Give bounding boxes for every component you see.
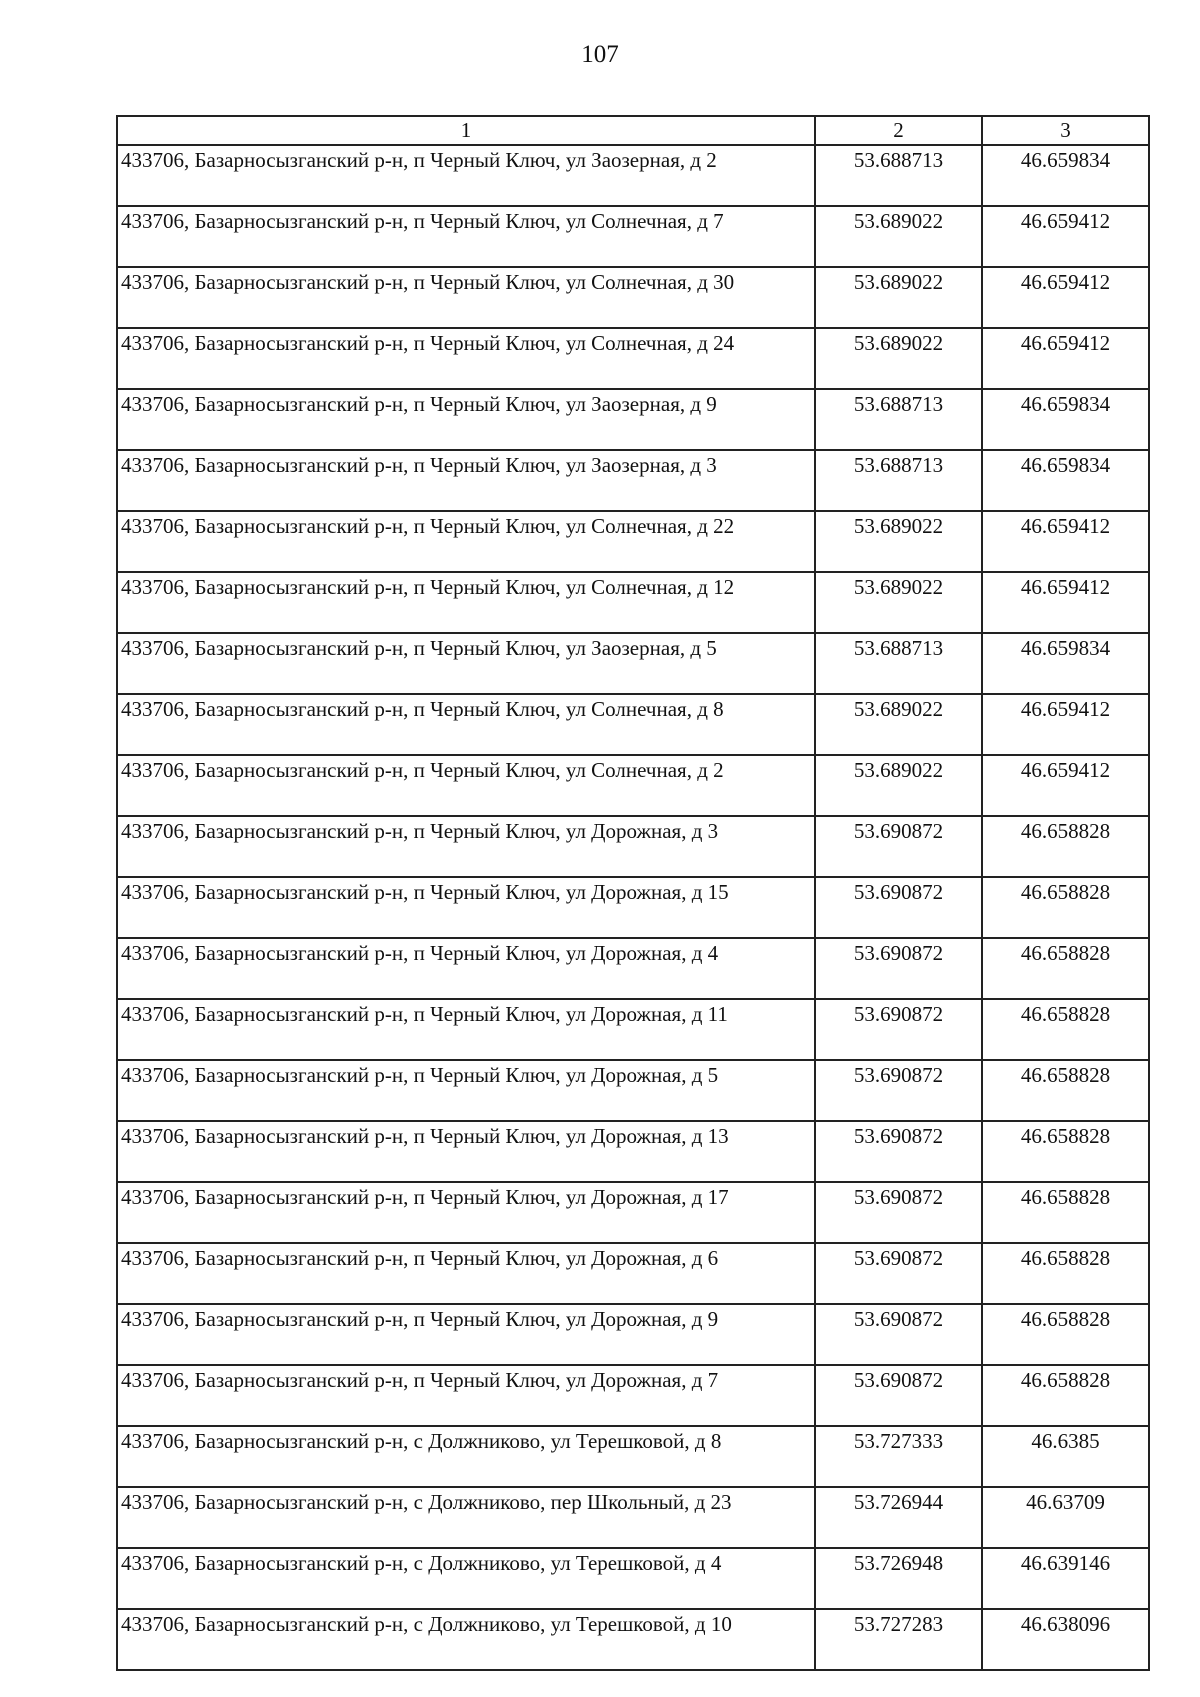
address-cell: 433706, Базарносызганский р-н, п Черный Ключ, ул Солнечная, д 7 (117, 206, 815, 267)
longitude-cell: 46.659834 (982, 633, 1149, 694)
address-cell: 433706, Базарносызганский р-н, п Черный Ключ, ул Заозерная, д 5 (117, 633, 815, 694)
address-cell: 433706, Базарносызганский р-н, п Черный Ключ, ул Солнечная, д 8 (117, 694, 815, 755)
latitude-cell: 53.690872 (815, 1304, 982, 1365)
longitude-cell: 46.658828 (982, 1243, 1149, 1304)
table-row (117, 1060, 1149, 1121)
longitude-cell: 46.658828 (982, 877, 1149, 938)
latitude-cell: 53.688713 (815, 145, 982, 206)
address-cell: 433706, Базарносызганский р-н, с Должниково, ул Терешковой, д 8 (117, 1426, 815, 1487)
longitude-cell: 46.658828 (982, 1365, 1149, 1426)
table-row (117, 1609, 1149, 1670)
latitude-cell: 53.690872 (815, 1060, 982, 1121)
table-row (117, 1548, 1149, 1609)
address-cell: 433706, Базарносызганский р-н, п Черный Ключ, ул Солнечная, д 30 (117, 267, 815, 328)
column-header-3: 3 (982, 116, 1149, 145)
table-row (117, 1487, 1149, 1548)
address-cell: 433706, Базарносызганский р-н, п Черный Ключ, ул Солнечная, д 12 (117, 572, 815, 633)
address-cell: 433706, Базарносызганский р-н, с Должниково, пер Школьный, д 23 (117, 1487, 815, 1548)
longitude-cell: 46.659834 (982, 389, 1149, 450)
latitude-cell: 53.689022 (815, 755, 982, 816)
column-header-1: 1 (117, 116, 815, 145)
table-header-row (117, 116, 1149, 145)
table-row (117, 450, 1149, 511)
address-cell: 433706, Базарносызганский р-н, п Черный Ключ, ул Дорожная, д 17 (117, 1182, 815, 1243)
table-row (117, 206, 1149, 267)
address-cell: 433706, Базарносызганский р-н, п Черный Ключ, ул Солнечная, д 24 (117, 328, 815, 389)
table-row (117, 816, 1149, 877)
longitude-cell: 46.6385 (982, 1426, 1149, 1487)
longitude-cell: 46.63709 (982, 1487, 1149, 1548)
latitude-cell: 53.690872 (815, 816, 982, 877)
latitude-cell: 53.689022 (815, 206, 982, 267)
longitude-cell: 46.658828 (982, 938, 1149, 999)
latitude-cell: 53.689022 (815, 328, 982, 389)
table-row (117, 755, 1149, 816)
longitude-cell: 46.658828 (982, 1182, 1149, 1243)
table-row (117, 633, 1149, 694)
latitude-cell: 53.690872 (815, 1121, 982, 1182)
table-row (117, 877, 1149, 938)
latitude-cell: 53.689022 (815, 694, 982, 755)
address-cell: 433706, Базарносызганский р-н, с Должниково, ул Терешковой, д 4 (117, 1548, 815, 1609)
latitude-cell: 53.690872 (815, 877, 982, 938)
table-row (117, 572, 1149, 633)
address-cell: 433706, Базарносызганский р-н, п Черный Ключ, ул Дорожная, д 5 (117, 1060, 815, 1121)
longitude-cell: 46.658828 (982, 1060, 1149, 1121)
table-row (117, 694, 1149, 755)
table-row (117, 1304, 1149, 1365)
table-row (117, 938, 1149, 999)
latitude-cell: 53.690872 (815, 1243, 982, 1304)
table-header (117, 116, 1149, 145)
address-cell: 433706, Базарносызганский р-н, с Должниково, ул Терешковой, д 10 (117, 1609, 815, 1670)
longitude-cell: 46.659412 (982, 267, 1149, 328)
table-row (117, 389, 1149, 450)
column-header-2: 2 (815, 116, 982, 145)
longitude-cell: 46.659412 (982, 511, 1149, 572)
longitude-cell: 46.658828 (982, 999, 1149, 1060)
latitude-cell: 53.689022 (815, 267, 982, 328)
longitude-cell: 46.658828 (982, 1304, 1149, 1365)
latitude-cell: 53.690872 (815, 999, 982, 1060)
latitude-cell: 53.690872 (815, 1365, 982, 1426)
latitude-cell: 53.690872 (815, 1182, 982, 1243)
latitude-cell: 53.689022 (815, 572, 982, 633)
table-row (117, 1182, 1149, 1243)
address-coordinates-table (116, 115, 1150, 1671)
table-row (117, 999, 1149, 1060)
address-cell: 433706, Базарносызганский р-н, п Черный Ключ, ул Солнечная, д 2 (117, 755, 815, 816)
longitude-cell: 46.659412 (982, 572, 1149, 633)
latitude-cell: 53.689022 (815, 511, 982, 572)
address-cell: 433706, Базарносызганский р-н, п Черный Ключ, ул Дорожная, д 3 (117, 816, 815, 877)
table-row (117, 511, 1149, 572)
table-row (117, 1121, 1149, 1182)
address-cell: 433706, Базарносызганский р-н, п Черный Ключ, ул Заозерная, д 3 (117, 450, 815, 511)
table-body (117, 145, 1149, 1670)
longitude-cell: 46.659412 (982, 694, 1149, 755)
table-row (117, 267, 1149, 328)
address-cell: 433706, Базарносызганский р-н, п Черный Ключ, ул Дорожная, д 6 (117, 1243, 815, 1304)
table-row (117, 1243, 1149, 1304)
address-cell: 433706, Базарносызганский р-н, п Черный Ключ, ул Заозерная, д 9 (117, 389, 815, 450)
latitude-cell: 53.688713 (815, 389, 982, 450)
latitude-cell: 53.727333 (815, 1426, 982, 1487)
table-row (117, 145, 1149, 206)
longitude-cell: 46.659834 (982, 450, 1149, 511)
table-row (117, 328, 1149, 389)
address-cell: 433706, Базарносызганский р-н, п Черный Ключ, ул Дорожная, д 9 (117, 1304, 815, 1365)
table-row (117, 1426, 1149, 1487)
address-cell: 433706, Базарносызганский р-н, п Черный Ключ, ул Дорожная, д 13 (117, 1121, 815, 1182)
address-cell: 433706, Базарносызганский р-н, п Черный Ключ, ул Дорожная, д 11 (117, 999, 815, 1060)
longitude-cell: 46.659834 (982, 145, 1149, 206)
latitude-cell: 53.727283 (815, 1609, 982, 1670)
address-cell: 433706, Базарносызганский р-н, п Черный Ключ, ул Дорожная, д 15 (117, 877, 815, 938)
longitude-cell: 46.639146 (982, 1548, 1149, 1609)
address-cell: 433706, Базарносызганский р-н, п Черный Ключ, ул Заозерная, д 2 (117, 145, 815, 206)
latitude-cell: 53.688713 (815, 633, 982, 694)
latitude-cell: 53.726948 (815, 1548, 982, 1609)
page-number: 107 (581, 41, 619, 68)
address-cell: 433706, Базарносызганский р-н, п Черный Ключ, ул Дорожная, д 7 (117, 1365, 815, 1426)
longitude-cell: 46.658828 (982, 1121, 1149, 1182)
longitude-cell: 46.659412 (982, 755, 1149, 816)
longitude-cell: 46.658828 (982, 816, 1149, 877)
address-cell: 433706, Базарносызганский р-н, п Черный Ключ, ул Дорожная, д 4 (117, 938, 815, 999)
latitude-cell: 53.726944 (815, 1487, 982, 1548)
address-cell: 433706, Базарносызганский р-н, п Черный Ключ, ул Солнечная, д 22 (117, 511, 815, 572)
longitude-cell: 46.659412 (982, 328, 1149, 389)
latitude-cell: 53.690872 (815, 938, 982, 999)
longitude-cell: 46.659412 (982, 206, 1149, 267)
table-row (117, 1365, 1149, 1426)
longitude-cell: 46.638096 (982, 1609, 1149, 1670)
latitude-cell: 53.688713 (815, 450, 982, 511)
